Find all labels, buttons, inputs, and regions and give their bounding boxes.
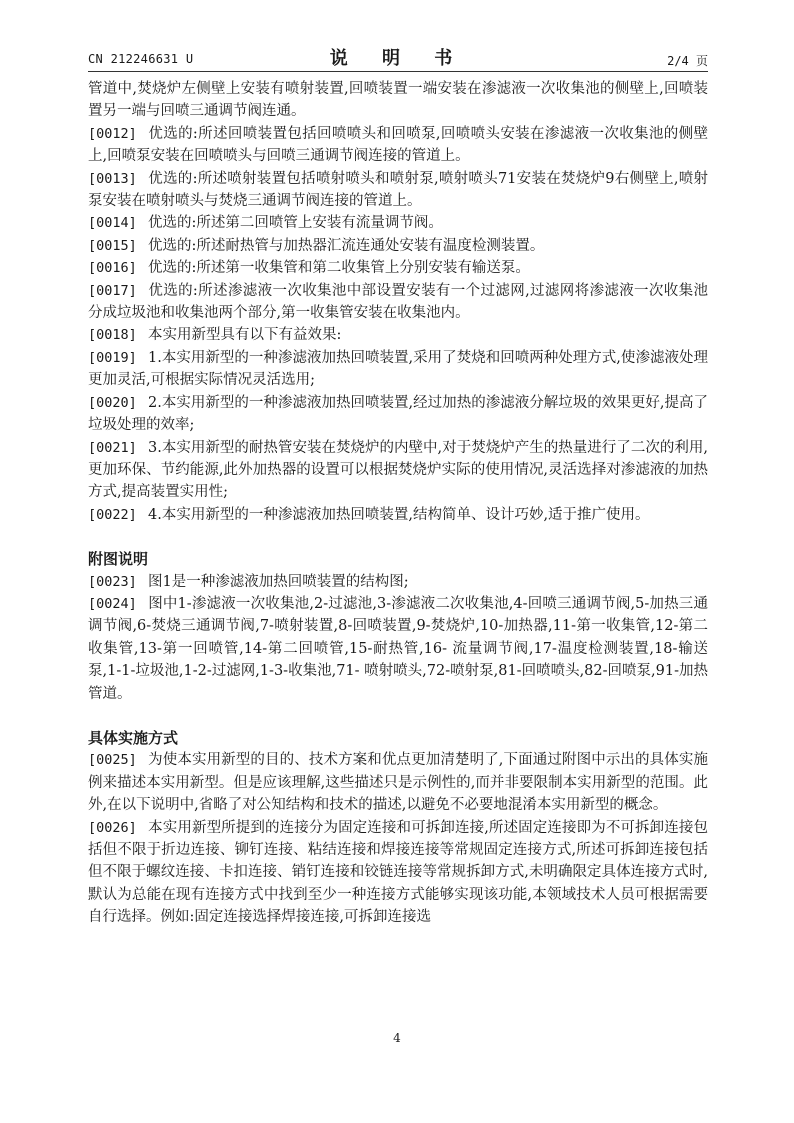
paragraph-text: 优选的:所述第二回喷管上安装有流量调节阀。 [148,215,443,232]
paragraph-number: [0016] [88,260,137,277]
paragraph-number: [0017] [88,282,137,299]
patent-number: CN 212246631 U [88,52,194,66]
paragraph-text: 3.本实用新型的耐热管安装在焚烧炉的内壁中,对于焚烧炉产生的热量进行了二次的利用,更加环保、节约能源,此外加热器的设置可以根据焚烧炉实际的使用情况,灵活选择对渗滤液的加热方式,提高装置实用性; [88,439,708,501]
paragraph [88,168,708,213]
paragraph-text: 优选的:所述回喷装置包括回喷喷头和回喷泵,回喷喷头安装在渗滤液一次收集池的侧壁上,回喷泵安装在回喷喷头与回喷三通调节阀连接的管道上。 [88,125,708,165]
paragraph-text: 管道中,焚烧炉左侧壁上安装有喷射装置,回喷装置一端安装在渗滤液一次收集池的侧壁上,回喷装置另一端与回喷三通调节阀连通。 [88,81,708,120]
paragraph-text: 2.本实用新型的一种渗滤液加热回喷装置,经过加热的渗滤液分解垃圾的效果更好,提高了垃圾处理的效率; [88,394,708,434]
paragraph-text: 优选的:所述第一收集管和第二收集管上分别安装有输送泵。 [148,260,530,277]
paragraph-number: [0013] [88,170,137,187]
page-number: 4 [393,1031,401,1045]
section-title-figures: 附图说明 [88,550,149,569]
page-header [88,44,708,70]
paragraph-number: [0012] [88,125,137,142]
paragraph-text: 本实用新型所提到的连接分为固定连接和可拆卸连接,所述固定连接即为不可拆卸连接包括但不限于折边连接、铆钉连接、粘结连接和焊接连接等常规固定连接方式,所述可拆卸连接包括但不限于螺纹连接、卡扣连接、销钉连接和铰链连接等常规拆卸方式,未明确限定具体连接方式时,默认为总能在现有连接方式中找到至少一种连接方式能够实现该功能,本领域技术人员可根据需要自行选择。例如:固定连接选择焊接连接,可拆卸连接选 [88,819,708,926]
paragraph [88,78,708,123]
paragraph [88,324,708,346]
paragraph [88,212,708,234]
paragraph-text: 图1是一种渗滤液加热回喷装置的结构图; [148,573,409,590]
paragraph [88,257,708,279]
paragraph [88,749,708,816]
paragraph-text: 4.本实用新型的一种渗滤液加热回喷装置,结构简单、设计巧妙,适于推广使用。 [148,506,650,523]
paragraph-number: [0015] [88,237,137,254]
document-title: 说 明 书 [329,48,467,69]
paragraph [88,817,708,929]
paragraph-text: 1.本实用新型的一种渗滤液加热回喷装置,采用了焚烧和回喷两种处理方式,使渗滤液处理更加灵活,可根据实际情况灵活选用; [88,349,708,389]
paragraph-text: 优选的:所述渗滤液一次收集池中部设置安装有一个过滤网,过滤网将渗滤液一次收集池分成垃圾池和收集池两个部分,第一收集管安装在收集池内。 [88,282,708,322]
paragraph-group-embodiment [88,749,708,928]
paragraph-number: [0018] [88,327,137,344]
paragraph-text: 优选的:所述耐热管与加热器汇流连通处安装有温度检测装置。 [148,237,545,254]
paragraph-group-top [88,78,708,526]
paragraph [88,392,708,437]
paragraph [88,437,708,504]
paragraph-number: [0020] [88,394,137,411]
paragraph-number: [0024] [88,595,137,612]
paragraph [88,347,708,392]
paragraph [88,280,708,325]
paragraph-number: [0014] [88,215,137,232]
page-indicator: 2/4 页 [667,54,708,68]
paragraph [88,593,708,705]
paragraph-number: [0026] [88,819,137,836]
paragraph-number: [0021] [88,439,137,456]
paragraph-number: [0022] [88,506,137,523]
paragraph-group-figures [88,571,708,705]
paragraph [88,235,708,257]
paragraph [88,571,708,593]
header-rule [88,71,708,72]
document-body [88,78,708,929]
paragraph [88,504,708,526]
paragraph-number: [0025] [88,752,137,769]
section-title-embodiment: 具体实施方式 [88,728,179,747]
paragraph-text: 本实用新型具有以下有益效果: [148,327,342,344]
paragraph-number: [0019] [88,349,137,366]
paragraph-text: 图中1-渗滤液一次收集池,2-过滤池,3-渗滤液二次收集池,4-回喷三通调节阀,5-加热三通调节阀,6-焚烧三通调节阀,7-喷射装置,8-回喷装置,9-焚烧炉,10-加热器,11-第一收集管,12-第二收集管,13-第一回喷管,14-第二回喷管,15-耐热管,16- 流量调节阀,17-温度检测装置,18-输送泵,1-1-垃圾池,1-2-过滤网,1-3-收集池,71- 喷射喷头,72-喷射泵,81-回喷喷头,82-回喷泵,91-加热管道。 [88,595,708,702]
paragraph-number: [0023] [88,573,137,590]
paragraph [88,123,708,168]
paragraph-text: 为使本实用新型的目的、技术方案和优点更加清楚明了,下面通过附图中示出的具体实施例来描述本实用新型。但是应该理解,这些描述只是示例性的,而并非要限制本实用新型的范围。此外,在以下说明中,省略了对公知结构和技术的描述,以避免不必要地混淆本实用新型的概念。 [88,752,708,814]
paragraph-text: 优选的:所述喷射装置包括喷射喷头和喷射泵,喷射喷头71安装在焚烧炉9右侧壁上,喷射泵安装在喷射喷头与焚烧三通调节阀连接的管道上。 [88,170,708,210]
